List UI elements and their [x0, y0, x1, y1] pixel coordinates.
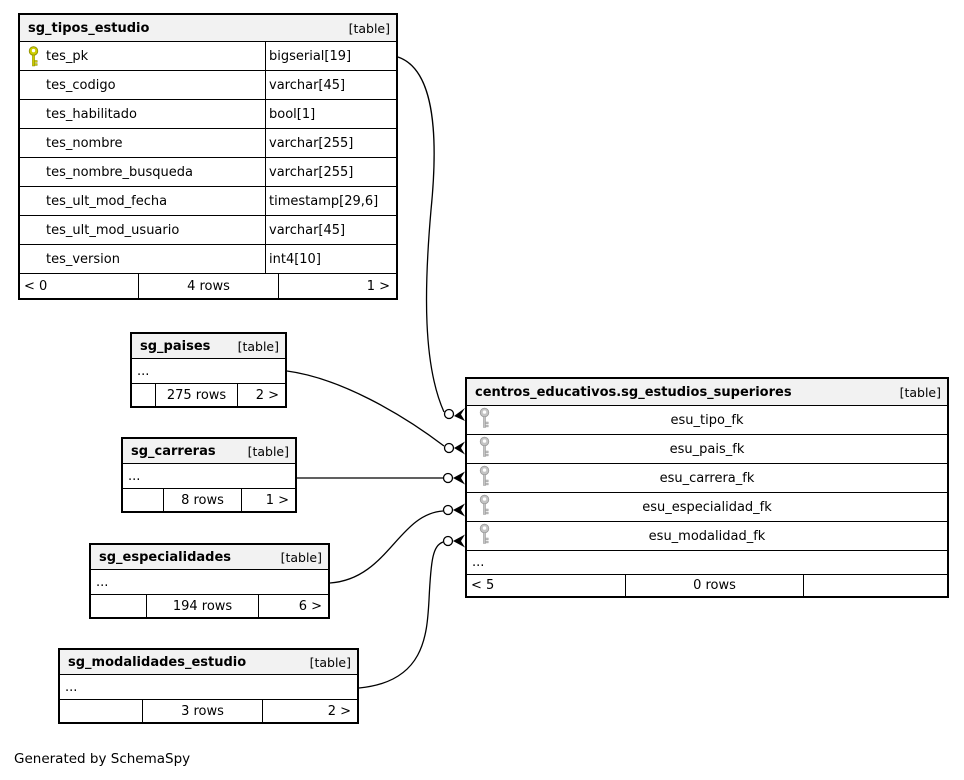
footer-next-count[interactable]: 6 >: [258, 595, 328, 617]
footer-prev-count: [91, 595, 146, 617]
column-type: varchar[45]: [265, 216, 396, 244]
table-header: [467, 379, 947, 406]
table-centros-educativos-sg-estudios-superiores[interactable]: [465, 377, 949, 598]
column-type: timestamp[29,6]: [265, 187, 396, 215]
column-name: tes_nombre_busqueda: [46, 164, 194, 180]
footer-row-count: 3 rows: [142, 700, 262, 722]
generated-by-note: Generated by SchemaSpy: [14, 751, 191, 767]
table-row: [20, 71, 396, 100]
collapsed-columns-row: ...: [132, 359, 285, 384]
table-sg-paises[interactable]: [130, 332, 287, 408]
footer-next-count[interactable]: 1 >: [278, 274, 396, 298]
table-footer: [91, 595, 328, 617]
column-name: tes_nombre: [46, 135, 123, 151]
zero-or-one-connector: [445, 410, 454, 419]
table-badge: [table]: [309, 654, 351, 670]
table-footer: [20, 274, 396, 298]
arrowhead-icon: [453, 472, 465, 485]
table-row: [20, 245, 396, 274]
column-name: tes_codigo: [46, 77, 116, 93]
column-type: varchar[255]: [265, 158, 396, 186]
primary-key-icon: [20, 46, 46, 67]
collapsed-columns-row: ...: [91, 570, 328, 595]
column-name: tes_pk: [46, 48, 89, 64]
table-header: [132, 334, 285, 359]
arrowhead-icon: [453, 504, 465, 517]
arrowhead-icon: [454, 442, 465, 455]
table-row: [467, 493, 947, 522]
foreign-key-icon: [478, 408, 491, 433]
footer-row-count: 194 rows: [146, 595, 258, 617]
column-name: esu_carrera_fk: [659, 470, 755, 486]
relationship-line: [359, 542, 443, 688]
column-name: esu_modalidad_fk: [648, 528, 766, 544]
column-name: tes_habilitado: [46, 106, 137, 122]
footer-prev-count[interactable]: < 5: [471, 578, 495, 593]
table-sg-tipos-estudio[interactable]: [18, 13, 398, 300]
footer-row-count: 8 rows: [163, 489, 241, 511]
collapsed-columns-row: ...: [467, 551, 947, 575]
table-title: sg_especialidades: [99, 549, 232, 565]
table-header: [20, 15, 396, 42]
footer-row-count: 4 rows: [138, 274, 278, 298]
column-type: bool[1]: [265, 100, 396, 128]
table-row: [20, 42, 396, 71]
zero-or-one-connector: [444, 474, 453, 483]
table-title: sg_tipos_estudio: [28, 20, 150, 36]
foreign-key-icon: [478, 524, 491, 549]
collapsed-columns-row: ...: [123, 464, 295, 489]
relationship-line: [287, 371, 444, 446]
footer-row-count: 0 rows: [625, 575, 803, 596]
column-type: int4[10]: [265, 245, 396, 273]
footer-next-count[interactable]: 2 >: [237, 384, 285, 406]
table-badge: [table]: [899, 384, 941, 400]
table-badge: [table]: [237, 338, 279, 354]
column-type: bigserial[19]: [265, 42, 396, 70]
zero-or-one-connector: [444, 506, 453, 515]
table-badge: [table]: [247, 443, 289, 459]
column-type: varchar[45]: [265, 71, 396, 99]
table-badge: [table]: [280, 549, 322, 565]
footer-row-count: 275 rows: [155, 384, 237, 406]
table-header: [91, 545, 328, 570]
column-name: esu_pais_fk: [669, 441, 745, 457]
foreign-key-icon: [478, 466, 491, 491]
table-title: sg_carreras: [131, 443, 216, 459]
zero-or-one-connector: [445, 444, 454, 453]
column-type: varchar[255]: [265, 129, 396, 157]
column-name: esu_especialidad_fk: [642, 499, 772, 515]
table-row: [20, 216, 396, 245]
footer-prev-count: [123, 489, 163, 511]
column-name: tes_ult_mod_usuario: [46, 222, 180, 238]
footer-prev-count: [60, 700, 142, 722]
table-title: sg_paises: [140, 338, 211, 354]
column-name: esu_tipo_fk: [670, 412, 744, 428]
table-footer: [467, 575, 947, 596]
foreign-key-icon: [478, 495, 491, 520]
collapsed-columns-row: ...: [60, 675, 357, 700]
arrowhead-icon: [454, 408, 465, 421]
footer-next-count[interactable]: 1 >: [241, 489, 295, 511]
table-row: [20, 100, 396, 129]
column-name: tes_ult_mod_fecha: [46, 193, 168, 209]
table-row: [20, 129, 396, 158]
table-row: [20, 158, 396, 187]
table-header: [123, 439, 295, 464]
table-footer: [123, 489, 295, 511]
table-row: [467, 406, 947, 435]
table-header: [60, 650, 357, 675]
table-row: [20, 187, 396, 216]
arrowhead-icon: [453, 535, 465, 548]
table-sg-modalidades-estudio[interactable]: [58, 648, 359, 724]
table-footer: [132, 384, 285, 406]
footer-next-count[interactable]: 2 >: [262, 700, 357, 722]
footer-next-count: [803, 575, 947, 596]
table-sg-carreras[interactable]: [121, 437, 297, 513]
table-row: [467, 522, 947, 551]
zero-or-one-connector: [444, 537, 453, 546]
table-sg-especialidades[interactable]: [89, 543, 330, 619]
footer-prev-count: [132, 384, 155, 406]
relationship-line: [398, 57, 444, 412]
table-row: [467, 435, 947, 464]
relationship-line: [330, 511, 443, 583]
foreign-key-icon: [478, 437, 491, 462]
footer-prev-count[interactable]: < 0: [24, 278, 48, 294]
table-footer: [60, 700, 357, 722]
table-badge: [table]: [348, 20, 390, 36]
column-name: tes_version: [46, 251, 120, 267]
table-title: sg_modalidades_estudio: [68, 654, 247, 670]
table-row: [467, 464, 947, 493]
table-title: centros_educativos.sg_estudios_superiores: [475, 384, 792, 400]
